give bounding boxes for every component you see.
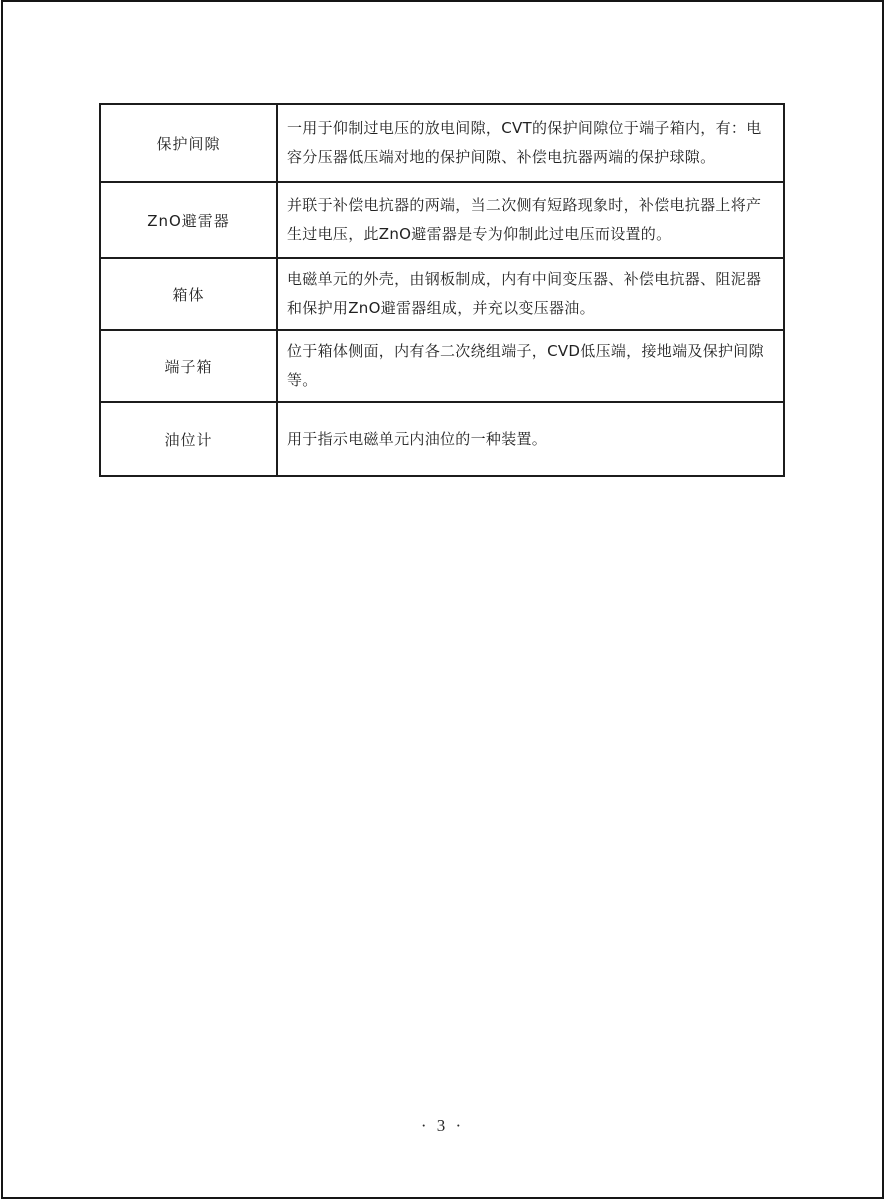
description-cell: 用于指示电磁单元内油位的一种装置。 <box>277 402 784 476</box>
table-row <box>100 258 784 330</box>
table-row <box>100 330 784 402</box>
description-cell: 电磁单元的外壳，由钢板制成，内有中间变压器、补偿电抗器、阻泥器和保护用ZnO避雷器组成，并充以变压器油。 <box>277 258 784 330</box>
table-row <box>100 182 784 258</box>
term-cell: 端子箱 <box>100 330 277 402</box>
term-cell: 油位计 <box>100 402 277 476</box>
table-row <box>100 402 784 476</box>
term-cell: 箱体 <box>100 258 277 330</box>
table-row <box>100 104 784 182</box>
term-cell: 保护间隙 <box>100 104 277 182</box>
page-number: · 3 · <box>420 1116 465 1135</box>
term-cell: ZnO避雷器 <box>100 182 277 258</box>
description-cell: 一用于仰制过电压的放电间隙，CVT的保护间隙位于端子箱内，有：电容分压器低压端对地的保护间隙、补偿电抗器两端的保护球隙。 <box>277 104 784 182</box>
description-cell: 并联于补偿电抗器的两端，当二次侧有短路现象时，补偿电抗器上将产生过电压，此ZnO避雷器是专为仰制此过电压而设置的。 <box>277 182 784 258</box>
definition-table <box>99 103 785 477</box>
description-cell: 位于箱体侧面，内有各二次绕组端子，CVD低压端，接地端及保护间隙等。 <box>277 330 784 402</box>
